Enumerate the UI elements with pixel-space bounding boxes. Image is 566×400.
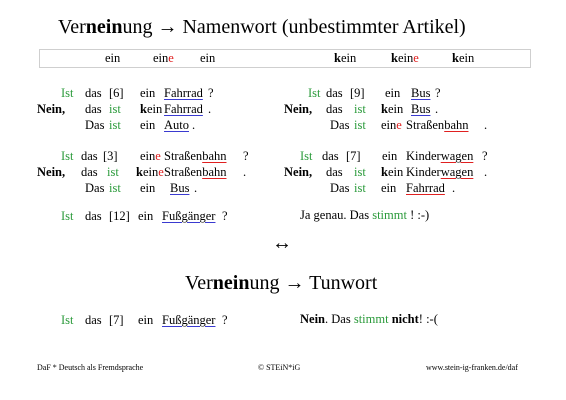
section-title-verb: Verneinung → Tunwort <box>185 272 378 294</box>
verb-answer-text: Nein. Das stimmt nicht! :-( <box>300 312 438 326</box>
header-eine: eine <box>153 51 174 65</box>
header-ein-2: ein <box>200 51 216 65</box>
header-kein-2: kein <box>452 51 475 65</box>
double-arrow-icon: ↔ <box>272 232 292 254</box>
footer-left: DaF * Deutsch als Fremdsprache <box>37 363 144 372</box>
title-suffix: ung → Namenwort (unbestimmter Artikel) <box>122 16 466 38</box>
title-prefix: Ver <box>58 16 86 38</box>
footer-right-link[interactable]: www.stein-ig-franken.de/daf <box>426 363 518 372</box>
title-bold: nein <box>85 16 123 38</box>
header-kein-1: kein <box>334 51 357 65</box>
page-title <box>58 16 466 39</box>
footer-center: © STEiN*iG <box>258 363 301 372</box>
header-ein-1: ein <box>105 51 121 65</box>
header-keine: keine <box>391 51 419 65</box>
answer-text: Ja genau. Das stimmt ! :-) <box>300 208 430 222</box>
